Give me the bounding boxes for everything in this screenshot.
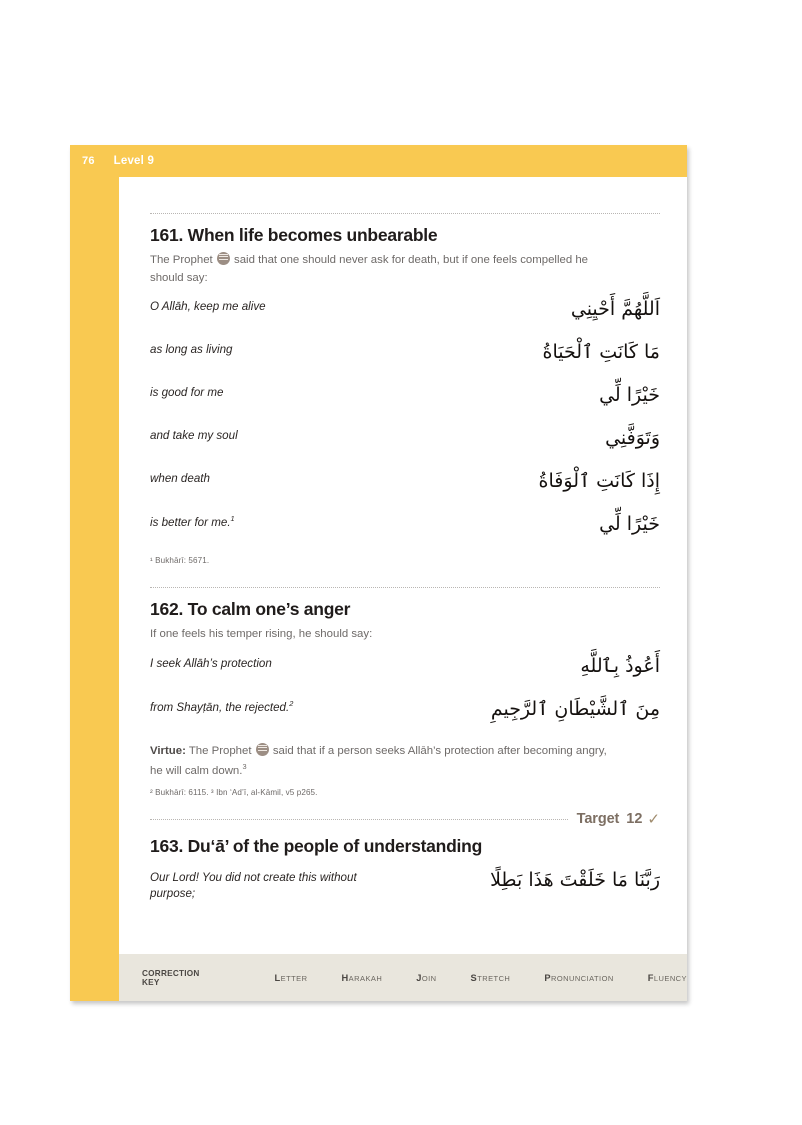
arabic-text: مَا كَانَتِ ٱلْحَيَاةُ (542, 341, 660, 364)
translation-text: Our Lord! You did not create this without purpose; (150, 871, 357, 901)
correction-key-title: CORRECTION KEY (142, 968, 200, 987)
virtue-note (150, 743, 608, 780)
bilingual-row (150, 866, 660, 904)
correction-key-rest: RONUNCIATION (550, 973, 614, 983)
correction-key-rest: ARAKAH (348, 973, 383, 983)
page-header-bar (70, 145, 687, 177)
bilingual-row (150, 295, 660, 333)
page-spine-accent (70, 145, 119, 1001)
correction-key-footer (119, 954, 687, 1001)
correction-key-item (648, 973, 687, 983)
pbuh-medallion-icon (256, 743, 269, 756)
correction-key-initial: S (470, 972, 478, 983)
arabic-text: مِنَ ٱلشَّيْطَانِ ٱلرَّجِيمِ (490, 698, 660, 721)
translation-label: from Shayṭān, the rejected. (150, 700, 290, 714)
section-title-162: 162. To calm one’s anger (150, 599, 351, 620)
bilingual-row (150, 381, 660, 419)
arabic-text: اَللَّهُمَّ أَحْيِنِي (570, 298, 660, 321)
correction-key-item (471, 973, 511, 983)
target-divider (150, 819, 568, 820)
translation-text (150, 695, 293, 716)
section-title-163: 163. Du‘ā’ of the people of understanding (150, 836, 483, 857)
arabic-text: خَيْرًا لِّي (599, 384, 660, 407)
target-bar (150, 811, 660, 827)
correction-key-initial: F (647, 972, 654, 983)
section-divider (150, 213, 660, 214)
target-label: Target (576, 811, 620, 828)
bilingual-row (150, 652, 660, 690)
pbuh-medallion-icon (217, 252, 230, 265)
virtue-text-after: said that if a person seeks Allāh’s protection after becoming angry, he will calm down. (150, 745, 607, 777)
translation-text: when death (150, 472, 210, 486)
correction-key-item (342, 973, 383, 983)
section-intro-161 (150, 252, 602, 287)
virtue-label: Virtue: (150, 745, 186, 758)
bilingual-row (150, 510, 660, 548)
correction-key-initial: J (416, 972, 422, 983)
correction-key-item (544, 973, 613, 983)
translation-text: I seek Allāh’s protection (150, 657, 272, 671)
intro-text-after: said that one should never ask for death, but if one feels compelled he should say: (150, 254, 588, 284)
bilingual-row (150, 424, 660, 462)
translation-text (150, 510, 235, 531)
bilingual-row (150, 467, 660, 505)
translation-label: is better for me. (150, 516, 231, 530)
footnote-162: ² Bukhārī: 6115. ³ Ibn ‘Ad’ī, al-Kāmil, v5 p265. (150, 788, 318, 798)
correction-key-rest: LUENCY (653, 973, 687, 983)
arabic-text: إِذَا كَانَتِ ٱلْوَفَاةُ (538, 470, 660, 493)
correction-key-item (416, 973, 436, 983)
footnote-marker: 3 (242, 761, 247, 771)
section-title-161: 161. When life becomes unbearable (150, 225, 438, 245)
footnote-marker: 1 (230, 514, 235, 524)
correction-key-initial: L (274, 972, 281, 983)
translation-text: and take my soul (150, 429, 238, 443)
page-content (119, 177, 687, 954)
page-sheet (70, 145, 687, 1001)
correction-key-initial: H (341, 972, 349, 983)
bilingual-row (150, 695, 660, 733)
translation-text: is good for me (150, 386, 224, 400)
section-intro-162: If one feels his temper rising, he should say: (150, 628, 373, 641)
virtue-text-before: The Prophet (185, 745, 255, 758)
correction-key-rest: TRETCH (477, 973, 511, 983)
page-number: 76 (82, 155, 95, 167)
arabic-text: أَعُوذُ بِٱللَّهِ (580, 655, 660, 678)
correction-key-item (275, 973, 308, 983)
correction-key-items (275, 973, 687, 983)
footnote-161: ¹ Bukhārī: 5671. (150, 556, 210, 566)
translation-text: O Allāh, keep me alive (150, 300, 266, 314)
bilingual-row (150, 338, 660, 376)
arabic-text: وَتَوَفَّنِي (605, 427, 660, 450)
translation-text: as long as living (150, 343, 233, 357)
arabic-text: خَيْرًا لِّي (599, 513, 660, 536)
section-divider (150, 587, 660, 588)
correction-key-rest: ETTER (280, 973, 308, 983)
correction-key-rest: OIN (421, 973, 437, 983)
intro-text-before: The Prophet (150, 254, 216, 266)
arabic-text: رَبَّنَا مَا خَلَقْتَ هَذَا بَطِلًا (490, 869, 660, 892)
footnote-marker: 2 (289, 699, 294, 709)
level-label: Level 9 (113, 155, 155, 167)
target-number: 12 (626, 811, 643, 828)
correction-key-initial: P (544, 972, 551, 983)
check-icon: ✓ (647, 810, 660, 828)
